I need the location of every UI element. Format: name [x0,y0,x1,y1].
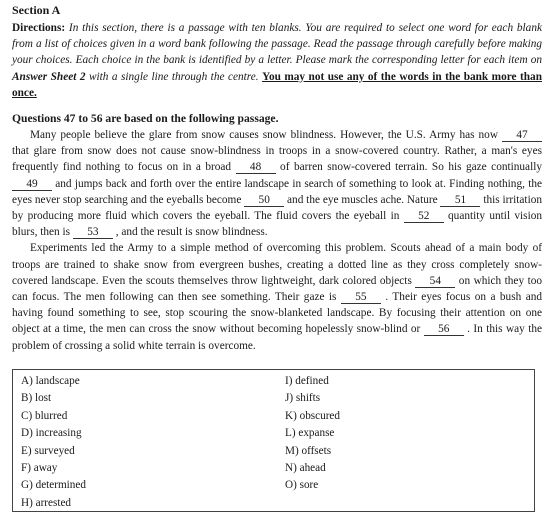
word-option-d: D) increasing [21,427,82,440]
passage-text: , and the result is snow blindness. [112,226,268,239]
blank-56: 56 [424,323,464,336]
word-option-c: C) blurred [21,409,68,422]
passage-text: and jumps back and forth over the entire landscape in search of something to look at. Finding nothing, the eyes never stop searching and the eyeballs become [12,177,542,206]
blank-48: 48 [236,161,276,174]
passage-text: this irritation by producing more fluid which covers the eyeball. The fluid covers the eyeball in [12,193,543,223]
answer-sheet-ref: Answer Sheet 2 [12,70,86,83]
word-option-j: J) shifts [285,392,321,405]
word-option-m: M) offsets [285,444,332,457]
word-option-n: N) ahead [285,461,326,474]
passage-text: of barren snow-covered terrain. So his gaze continually [275,161,542,174]
passage-text: that glare from snow does not cause snow-blindness in troops in a snow-covered country. Rather, a man's eyes frequently find nothing to focus on in a broad [12,145,542,174]
word-option-o: O) sore [285,479,319,492]
blank-49: 49 [12,178,52,191]
word-bank-left-column [21,373,86,512]
section-title: Section A [12,3,61,17]
word-option-l: L) expanse [285,427,335,440]
blank-52: 52 [404,210,444,223]
word-option-f: F) away [21,461,58,474]
passage-text: Many people believe the glare from snow causes snow blindness. However, the U.S. Army has now [30,129,502,142]
word-option-e: E) surveyed [21,444,75,457]
blank-53: 53 [73,226,113,239]
directions-label: Directions: [12,22,66,34]
blank-51: 51 [440,194,480,207]
word-option-b: B) lost [21,392,52,405]
passage-text: . Their eyes focus on a bush and having found something to see, stop scouring the snow-blanketed landscape. By focusing their attention on one object at a time, the men can cross the snow without becoming hopelessly snow-blind or [12,291,543,336]
word-option-k: K) obscured [285,409,340,422]
word-option-a: A) landscape [21,375,80,387]
word-option-i: I) defined [285,375,329,387]
directions-warning: You may not use any of the words in the bank more than once. [12,70,542,99]
passage-text: on which they too can focus. The men following can then see something. Their gaze is [12,274,542,304]
blank-55: 55 [341,291,381,304]
directions-text: In this section, there is a passage with ten blanks. You are required to select one word for each blank from a list of choices given in a word bank following the passage. Read the passage through carefully before making your choices. Each choice in the bank is identified by a letter. Please mark the corresponding letter for each item on [12,22,542,67]
word-bank-right-column [285,373,340,495]
blank-47: 47 [502,129,542,142]
passage-paragraph-1 [12,127,542,240]
directions [12,20,542,101]
passage-text: quantity until vision blurs, then is [12,210,543,239]
word-option-h: H) arrested [21,496,72,509]
directions-text-after: with a single line through the centre. [85,70,263,83]
passage-text: Experiments led the Army to a simple method of overcoming this problem. Scouts ahead of a main body of troops are trained to shake snow from evergreen bushes, creating a dotted line as they cross completely snow-covered landscape. Even the scouts themselves throw lightweight, dark colored objects [12,242,542,287]
passage-paragraph-2 [12,240,542,353]
blank-54: 54 [415,275,455,288]
passage-text: . In this way the problem of crossing a solid white terrain is overcome. [12,323,542,352]
word-option-g: G) determined [21,479,86,492]
word-bank [12,369,535,512]
blank-50: 50 [244,194,284,207]
questions-header: Questions 47 to 56 are based on the following passage. [12,112,279,126]
passage-text: and the eye muscles ache. Nature [284,193,441,206]
